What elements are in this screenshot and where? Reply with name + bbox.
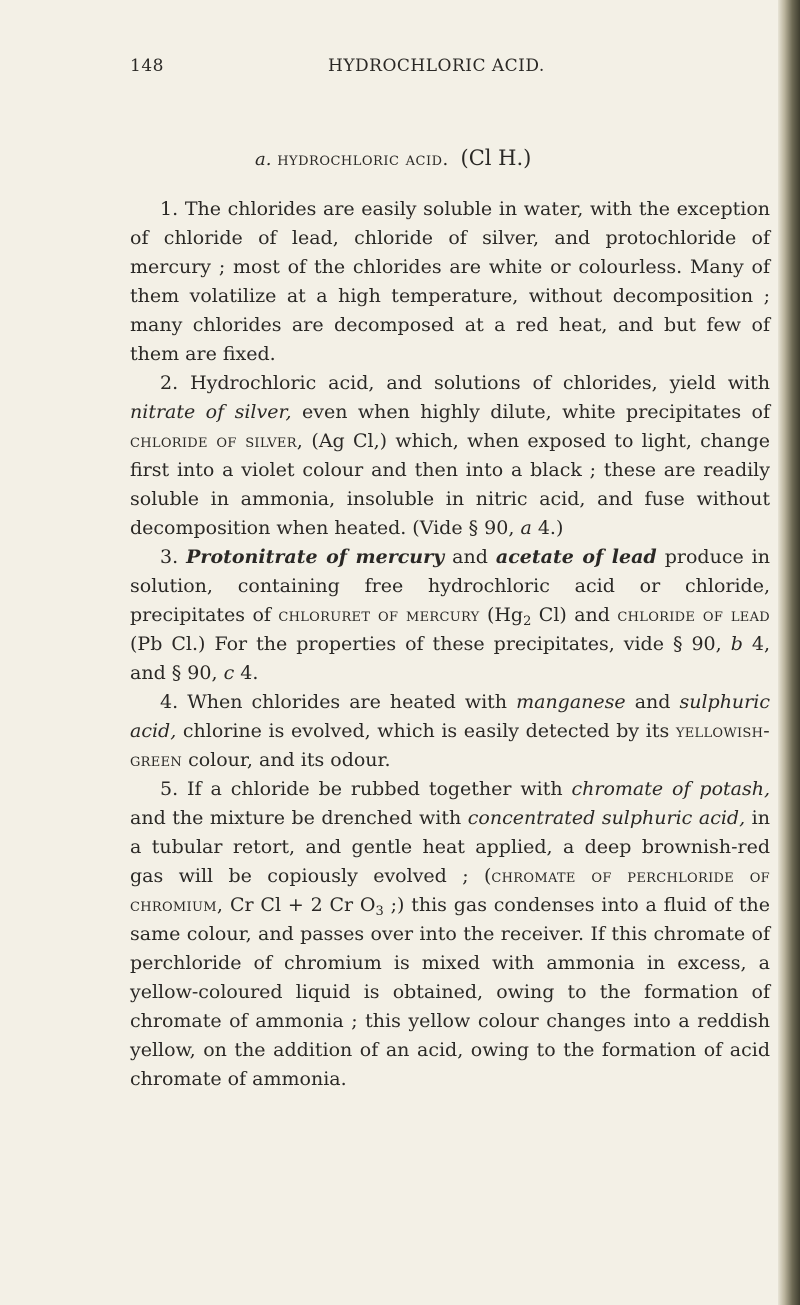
running-header: [130, 56, 730, 80]
formula-part: ;): [390, 894, 405, 916]
text-run: colour, and its odour.: [188, 749, 391, 771]
formula: (Pb Cl.): [130, 633, 206, 655]
running-title: HYDROCHLORIC ACID.: [328, 56, 545, 76]
text-run: chlorine is evolved, which is easily detected by its: [182, 720, 670, 742]
paragraph-2: [130, 369, 770, 543]
text-run: and: [634, 691, 671, 713]
paragraph-number: 2.: [160, 372, 179, 394]
reagent-name: concentrated sulphuric acid,: [467, 807, 746, 829]
text-run: even when highly dilute, white precipitates of: [301, 401, 771, 423]
formula-subscript: 3: [375, 904, 384, 919]
section-ref: b: [730, 633, 743, 655]
formula-subscript: 2: [523, 614, 532, 629]
text-run: For the properties of these precipitates, vide § 90,: [214, 633, 722, 655]
reagent-name: acetate of lead: [495, 546, 657, 568]
reagent-name: Protonitrate of mercury: [186, 546, 445, 568]
text-run: 4, and § 90,: [130, 633, 770, 684]
reagent-name: manganese: [516, 691, 626, 713]
body-text: [130, 195, 770, 1094]
text-run: 4.: [240, 662, 259, 684]
formula-part: Cr Cl + 2 Cr O: [230, 894, 376, 916]
product-name: chloride of lead: [617, 604, 770, 626]
paragraph-1: [130, 195, 770, 369]
text-run: 4.): [537, 517, 564, 539]
formula: [486, 604, 567, 629]
section-label: a.: [255, 149, 272, 170]
section-ref: c: [223, 662, 235, 684]
product-name: chloruret of mercury: [278, 604, 480, 626]
paragraph-number: 5.: [160, 778, 179, 800]
formula-part: Cl): [538, 604, 567, 626]
reagent-name: nitrate of silver,: [130, 401, 292, 423]
text-run: and the mixture be drenched with: [130, 807, 462, 829]
paragraph-number: 4.: [160, 691, 179, 713]
formula: [230, 894, 405, 919]
reagent-name: chromate of potash,: [571, 778, 770, 800]
text-run: and: [574, 604, 610, 626]
product-name: chromate of perchloride of chromium,: [130, 865, 770, 916]
section-ref: a: [520, 517, 532, 539]
formula-part: (Hg: [486, 604, 524, 626]
text-run: produce in solution, containing free hydrochloric acid or chloride, precipitates of: [130, 546, 770, 626]
paragraph-number: 1.: [160, 198, 179, 220]
product-name: chloride of silver,: [130, 430, 304, 452]
section-formula: (Cl H.): [460, 146, 532, 170]
text-run: which, when exposed to light, change first into a violet colour and then into a black ; these are readily soluble in ammonia, insoluble in nitric acid, and fuse without decomposition when heated. (Vide § 90,: [130, 430, 770, 539]
text-run: in a tubular retort, and gentle heat applied, a deep brownish-red gas will be copiously evolved ; (: [130, 807, 770, 887]
paragraph-5: [130, 775, 770, 1094]
section-heading: [255, 146, 715, 174]
section-name: hydrochloric acid.: [277, 149, 449, 170]
paragraph-4: [130, 688, 770, 775]
colour-name: yellowish-green: [130, 720, 770, 771]
reagent-name: sulphuric acid,: [130, 691, 770, 742]
page-number: 148: [130, 56, 164, 76]
paragraph-3: [130, 543, 770, 688]
text-run: this gas condenses into a fluid of the same colour, and passes over into the receiver. If this chromate of perchloride of chromium is mixed with ammonia in excess, a yellow-coloured liquid is obtained, owing to the formation of chromate of ammonia ; this yellow colour changes into a reddish yellow, on the addition of an acid, owing to the formation of acid chromate of ammonia.: [130, 894, 770, 1090]
formula: (Ag Cl,): [311, 430, 388, 452]
text-run: and: [452, 546, 488, 568]
text-run: If a chloride be rubbed together with: [187, 778, 563, 800]
paragraph-number: 3.: [160, 546, 179, 568]
text-run: When chlorides are heated with: [187, 691, 508, 713]
book-edge-shadow: [778, 0, 800, 1305]
text-run: Hydrochloric acid, and solutions of chlorides, yield with: [190, 372, 770, 394]
paragraph-text: The chlorides are easily soluble in water, with the exception of chloride of lead, chloride of silver, and protochloride of mercury ; most of the chlorides are white or colourless. Many of them volatilize at a high temperature, without decomposition ; many chlorides are decomposed at a red heat, and but few of them are fixed.: [130, 198, 770, 365]
